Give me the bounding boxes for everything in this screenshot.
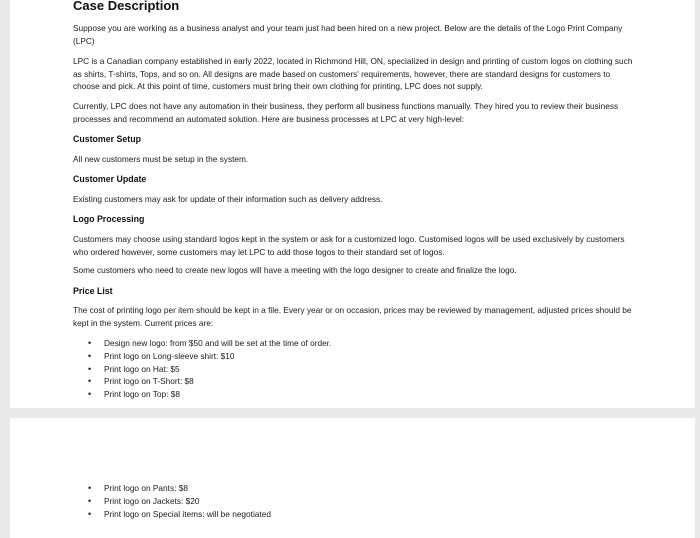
bullet-icon: • — [88, 376, 92, 387]
price-list-item — [88, 375, 331, 388]
company-paragraph: LPC is a Canadian company established in early 2022, located in Richmond Hill, ON, specialized in design and printing of custom logos on clothing such as shirts, T-shirts, Tops, and so on. All designs are made based on customers' requirements, however, there are standard designs for customers to choose and pick. At this point of time, customers must bring their own clothing for printing, LPC does not supply. — [73, 56, 633, 91]
price-list-item-text: Print logo on Pants: $8 — [104, 483, 188, 493]
price-list-item-text: Print logo on Top: $8 — [104, 389, 180, 400]
customer-setup-text: All new customers must be setup in the system. — [73, 154, 249, 164]
intro-paragraph: Suppose you are working as a business analyst and your team just had been hired on a new project. Below are the details of the Logo Print Company (LPC) — [73, 23, 623, 46]
document-page-2 — [10, 418, 695, 538]
logo-processing-heading: Logo Processing — [73, 214, 145, 224]
bullet-icon: • — [88, 483, 92, 493]
price-list-item — [88, 388, 331, 401]
price-list-item — [88, 508, 271, 521]
customer-setup-heading: Customer Setup — [73, 134, 141, 144]
price-list-item — [88, 350, 331, 363]
bullet-icon: • — [88, 495, 92, 506]
customer-update-text: Existing customers may ask for update of their information such as delivery address. — [73, 194, 383, 204]
price-list-item — [88, 495, 271, 508]
price-list-item-text: Print logo on T-Short: $8 — [104, 376, 194, 387]
bullet-icon: • — [88, 508, 92, 519]
price-list-item-text: Print logo on Jackets: $20 — [104, 495, 200, 506]
price-list-text: The cost of printing logo per item should be kept in a file. Every year or on occasion, prices may be reviewed by management, adjusted prices should be kept in the system. Current prices are: — [73, 305, 632, 328]
price-list-page-1 — [88, 337, 331, 401]
price-list-item-text: Design new logo: from $50 and will be set at the time of order. — [104, 338, 332, 348]
logo-processing-text-1: Customers may choose using standard logos kept in the system or ask for a customized logo. Customised logos will be used exclusively by customers who ordered however, some customers may let LPC to add those logos to their standard set of logos. — [73, 234, 625, 257]
document-page-1 — [10, 0, 695, 408]
bullet-icon: • — [88, 363, 92, 374]
price-list-item-text: Print logo on Hat: $5 — [104, 363, 180, 374]
price-list-item — [88, 482, 271, 495]
case-title: Case Description — [73, 0, 180, 13]
bullet-icon: • — [88, 350, 92, 361]
logo-processing-text-2: Some customers who need to create new logos will have a meeting with the logo designer to create and finalize the logo. — [73, 265, 517, 275]
price-list-page-2 — [88, 482, 271, 520]
price-list-item — [88, 363, 331, 376]
customer-update-heading: Customer Update — [73, 174, 147, 184]
bullet-icon: • — [88, 338, 92, 348]
current-paragraph: Currently, LPC does not have any automation in their business, they perform all business functions manually. They hired you to review their business processes and recommend an automated solution. Here are business processes at LPC at very high-level: — [73, 101, 619, 124]
price-list-heading: Price List — [73, 286, 113, 296]
price-list-item-text: Print logo on Special items: will be negotiated — [104, 508, 271, 519]
price-list-item — [88, 337, 331, 350]
bullet-icon: • — [88, 389, 92, 400]
price-list-item-text: Print logo on Long-sleeve shirt: $10 — [104, 350, 235, 361]
